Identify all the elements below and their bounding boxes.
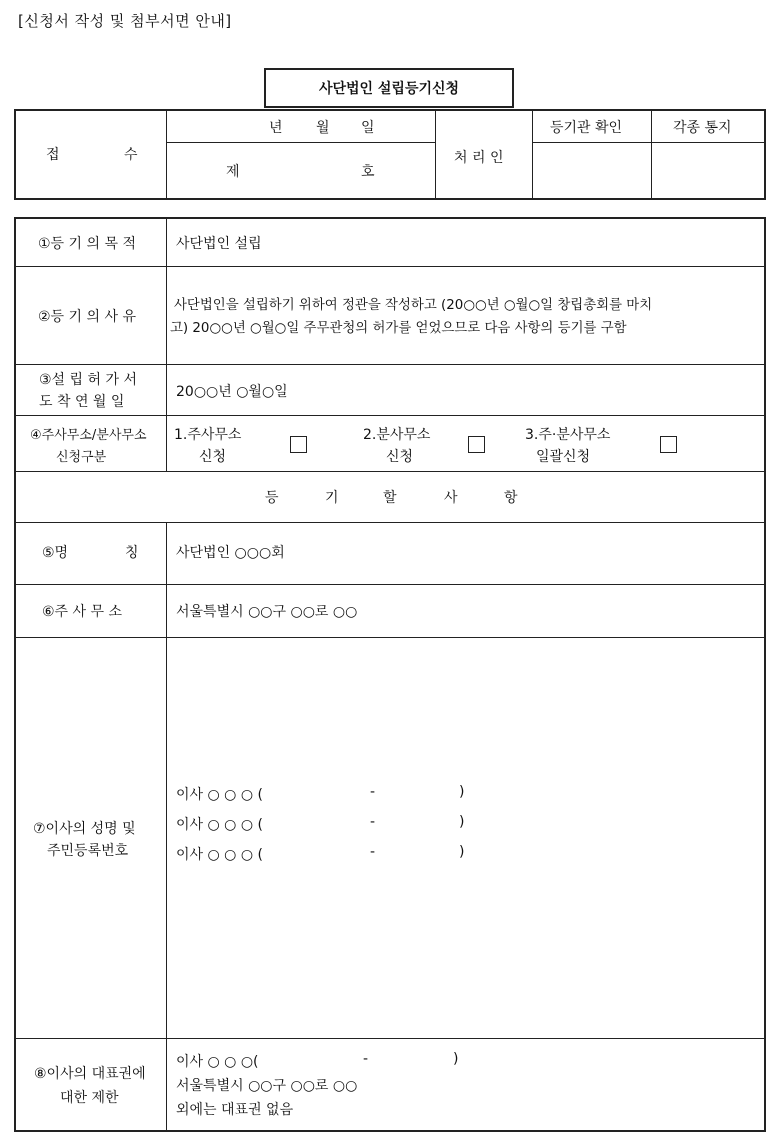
name-label-2: 칭 [125,545,139,561]
representation-address: 서울특별시 ○○구 ○○로 ○○ [176,1078,358,1094]
option-branch-office-line-1: 2.분사무소 [363,427,431,443]
director-dash: - [370,784,376,800]
name-value: 사단법인 ○○○회 [176,545,285,561]
director-name: 이사 ○ ○ ○ ( [176,847,263,863]
main-border-right [764,217,766,1132]
receipt-border-left [14,109,16,200]
section-header-char: 등 [265,490,279,506]
representation-name: 이사 ○ ○ ○( [176,1054,259,1070]
number-prefix: 제 [226,164,240,180]
director-close: ) [459,844,465,860]
section-header-char: 항 [504,490,518,506]
permit-label-1: ③설 립 허 가 서 [39,372,137,388]
row-divider [14,522,766,523]
form-title: 사단법인 설립등기신청 [264,68,514,108]
section-header-char: 사 [444,490,458,506]
receipt-divider [651,109,652,200]
option-branch-office-line-2: 신청 [386,449,414,465]
representation-label-1: ⑧이사의 대표권에 [34,1066,146,1082]
option-main-office-line-1: 1.주사무소 [174,427,242,443]
receipt-divider [166,109,167,200]
permit-value: 20○○년 ○월○일 [176,384,288,400]
date-year: 년 [269,120,283,136]
option-combined-line-1: 3.주·분사무소 [525,427,611,443]
purpose-value: 사단법인 설립 [176,236,262,252]
representation-close: ) [453,1051,459,1067]
receipt-border-top [14,109,766,111]
office-label: ⑥주 사 무 소 [42,604,122,620]
receipt-label: 접 [46,147,60,163]
date-month: 월 [316,120,330,136]
row-divider [14,471,766,472]
section-header-char: 기 [325,490,339,506]
office-type-label-1: ④주사무소/분사무소 [30,428,147,443]
name-label-1: ⑤명 [42,545,69,561]
label-column-divider [166,522,167,1132]
receipt-divider [532,109,533,200]
permit-label-2: 도 착 연 월 일 [39,394,125,410]
office-value: 서울특별시 ○○구 ○○로 ○○ [176,604,358,620]
combined-office-checkbox[interactable] [660,436,677,453]
receipt-label: 수 [124,147,138,163]
cause-line-1: 사단법인을 설립하기 위하여 정관을 작성하고 (20○○년 ○월○일 창립총회를 마치 [174,298,653,313]
receipt-border-bottom [14,198,766,200]
cause-line-2: 고) 20○○년 ○월○일 주무관청의 허가를 얻었으므로 다음 사항의 등기를 구함 [170,321,627,336]
cause-label: ②등 기 의 사 유 [38,309,136,325]
row-divider [14,637,766,638]
processor-label: 처 리 인 [454,150,504,166]
main-border-top [14,217,766,219]
label-column-divider [166,217,167,471]
director-close: ) [459,784,465,800]
main-office-checkbox[interactable] [290,436,307,453]
director-name: 이사 ○ ○ ○ ( [176,787,263,803]
row-divider [14,415,766,416]
director-close: ) [459,814,465,830]
receipt-divider [532,142,765,143]
purpose-label: ①등 기 의 목 적 [38,236,136,252]
branch-office-checkbox[interactable] [468,436,485,453]
main-border-left [14,217,16,1132]
representation-label-2: 대한 제한 [60,1090,119,1106]
notices-label: 각종 통지 [673,120,732,136]
receipt-divider [435,109,436,200]
option-combined-line-2: 일괄신청 [536,449,591,465]
row-divider [14,266,766,267]
section-header-char: 할 [383,490,397,506]
registrar-check-label: 등기관 확인 [550,120,623,136]
receipt-divider [166,142,435,143]
office-type-label-2: 신청구분 [56,450,107,465]
main-border-bottom [14,1130,766,1132]
row-divider [14,364,766,365]
director-dash: - [370,844,376,860]
directors-label-1: ⑦이사의 성명 및 [33,821,136,837]
director-dash: - [370,814,376,830]
director-name: 이사 ○ ○ ○ ( [176,817,263,833]
row-divider [14,1038,766,1039]
option-main-office-line-2: 신청 [199,449,227,465]
number-suffix: 호 [361,164,375,180]
representation-dash: - [363,1051,369,1067]
representation-note: 외에는 대표권 없음 [176,1102,294,1118]
row-divider [14,584,766,585]
receipt-border-right [764,109,766,200]
directors-label-2: 주민등록번호 [47,843,129,859]
date-day: 일 [361,120,375,136]
header-note: [신청서 작성 및 첨부서면 안내] [18,12,232,30]
